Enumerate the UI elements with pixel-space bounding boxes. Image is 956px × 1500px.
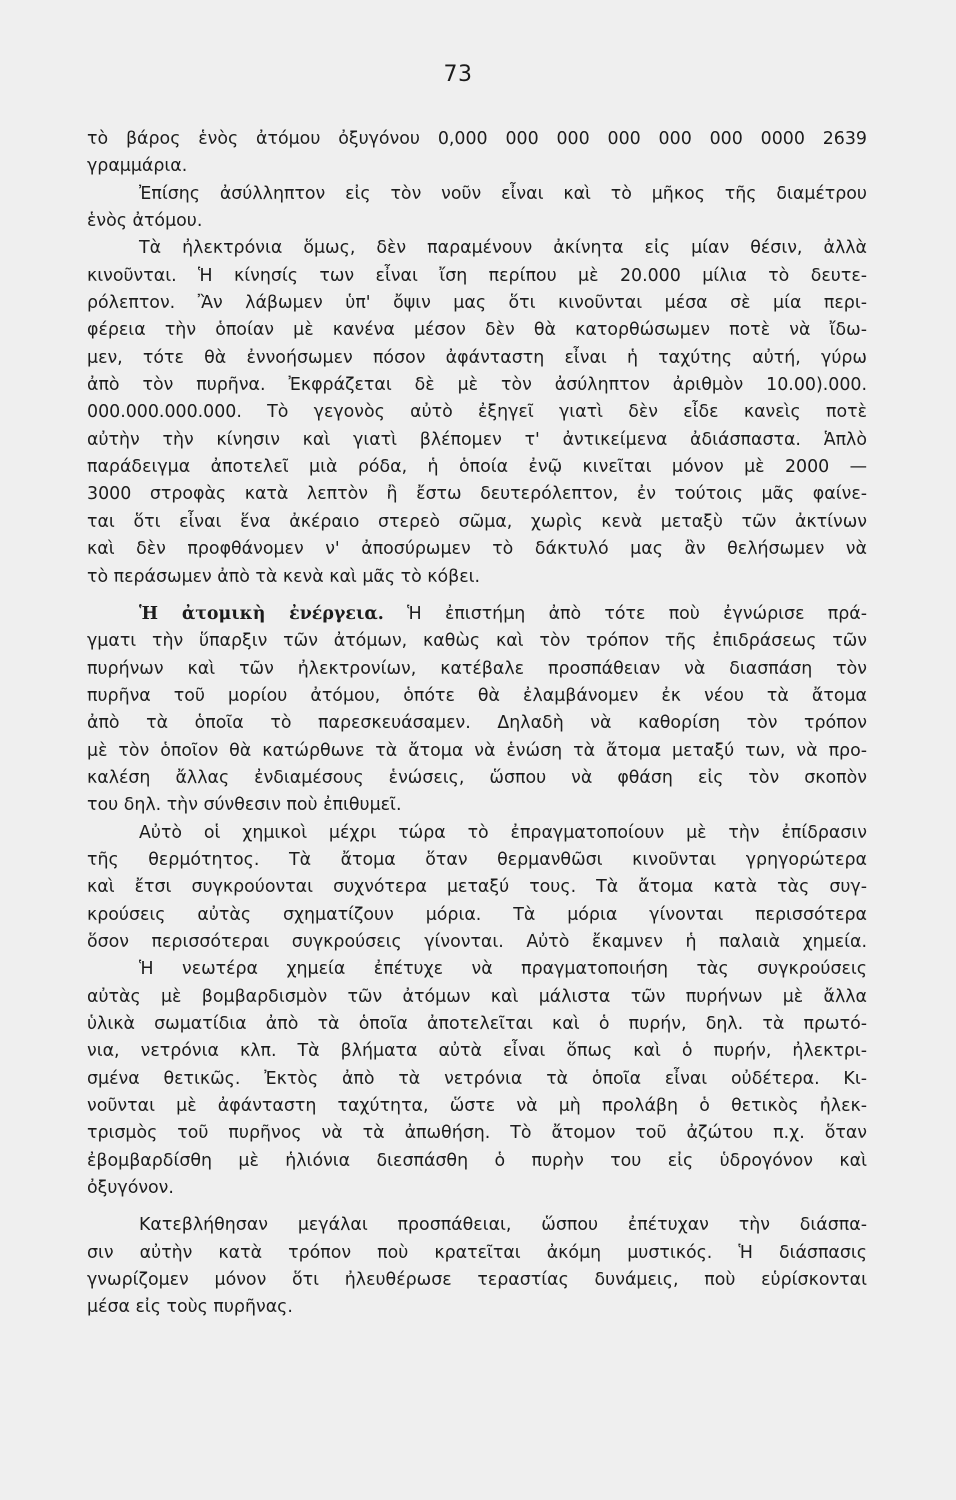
text-line-content: κρούσεις αὐτὰς σχηματίζουν μόρια. Τὰ μόρια γίνονται περισσότερα <box>87 904 867 925</box>
text-line <box>87 765 867 792</box>
text-line-content: αὐτὴν τὴν κίνησιν καὶ γιατὶ βλέπομεν τ' ἀντικείμενα ἀδιάσπαστα. Ἁπλὸ <box>87 429 867 450</box>
text-line <box>87 208 867 235</box>
text-line-content: κινοῦνται. Ἡ κίνησίς των εἶναι ἴση περίπου μὲ 20.000 μίλια τὸ δευτε- <box>87 265 867 286</box>
text-line-content: αὐτὰς μὲ βομβαρδισμὸν τῶν ἀτόμων καὶ μάλιστα τῶν πυρήνων μὲ ἄλλα <box>87 986 867 1007</box>
text-line <box>87 126 867 153</box>
text-line <box>87 738 867 765</box>
text-line-content: καὶ δὲν προφθάνομεν ν' ἀποσύρωμεν τὸ δάκτυλό μας ἂν θελήσωμεν νὰ <box>87 539 867 560</box>
text-line <box>87 1148 867 1175</box>
text-line-content: μεν, τότε θὰ ἐννοήσωμεν πόσον ἀφάνταστη εἶναι ἡ ταχύτης αὐτή, γύρω <box>87 347 867 368</box>
text-line <box>87 263 867 290</box>
text-line <box>87 1011 867 1038</box>
text-line <box>87 628 867 655</box>
text-line-content: φέρεια τὴν ὁποίαν μὲ κανένα μέσον δὲν θὰ κατορθώσωμεν ποτὲ νὰ ἴδω- <box>87 320 867 341</box>
text-line-content: ἀπὸ τὰ ὁποῖα τὸ παρεσκευάσαμεν. Δηλαδὴ νὰ καθορίση τὸν τρόπον <box>87 713 867 734</box>
text-line <box>87 929 867 956</box>
text-line <box>87 481 867 508</box>
text-line <box>87 181 867 208</box>
text-line-content: Ἡ ἐπιστήμη ἀπὸ τότε ποὺ ἐγνώρισε πρά- <box>383 603 867 624</box>
text-line-content: ὀξυγόνον. <box>87 1178 174 1199</box>
text-line-content: σμένα θετικῶς. Ἐκτὸς ἀπὸ τὰ νετρόνια τὰ ὁποῖα εἶναι οὐδέτερα. Κι- <box>87 1068 867 1089</box>
text-line-content: τρισμὸς τοῦ πυρῆνος νὰ τὰ ἀπωθήση. Τὸ ἄτομον τοῦ ἀζώτου π.χ. ὅταν <box>87 1123 867 1144</box>
text-line <box>87 345 867 372</box>
text-line <box>87 847 867 874</box>
text-line-content: τῆς θερμότητος. Τὰ ἄτομα ὅταν θερμανθῶσι κινοῦνται γρηγορώτερα <box>87 849 867 870</box>
text-line <box>87 454 867 481</box>
text-line <box>87 290 867 317</box>
text-line <box>87 153 867 180</box>
text-line <box>87 1212 867 1239</box>
text-line <box>87 1120 867 1147</box>
text-line-content: γραμμάρια. <box>87 156 188 177</box>
text-line <box>87 601 867 628</box>
text-line-content: ἐβομβαρδίσθη μὲ ἡλιόνια διεσπάσθη ὁ πυρὴν του εἰς ὑδρογόνον καὶ <box>87 1150 867 1171</box>
text-line-content: ἑνὸς ἀτόμου. <box>87 211 203 232</box>
text-line <box>87 710 867 737</box>
text-line <box>87 792 867 819</box>
text-line-content: ὑλικὰ σωματίδια ἀπὸ τὰ ὁποῖα ἀποτελεῖται καὶ ὁ πυρήν, δηλ. τὰ πρωτό- <box>87 1014 867 1034</box>
body-text <box>87 126 867 1322</box>
text-line-content: ται ὅτι εἶναι ἕνα ἀκέραιο στερεὸ σῶμα, χωρὶς κενὰ μεταξὺ τῶν ἀκτίνων <box>87 511 867 532</box>
text-line-content: 000.000.000.000. Τὸ γεγονὸς αὐτὸ ἐξηγεῖ γιατὶ δὲν εἶδε κανεὶς ποτὲ <box>87 402 867 423</box>
text-line-content: ἀπὸ τὸν πυρῆνα. Ἐκφράζεται δὲ μὲ τὸν ἀσύληπτον ἀριθμὸν 10.00).000. <box>87 375 867 396</box>
text-line <box>87 874 867 901</box>
text-line <box>87 509 867 536</box>
text-line <box>87 317 867 344</box>
text-line-content: πυρήνων καὶ τῶν ἠλεκτρονίων, κατέβαλε προσπάθειαν νὰ διασπάση τὸν <box>87 658 867 679</box>
text-line-content: Ἐπίσης ἀσύλληπτον εἰς τὸν νοῦν εἶναι καὶ τὸ μῆκος τῆς διαμέτρου <box>139 183 867 204</box>
text-line-content: σιν αὐτὴν κατὰ τρόπον ποὺ κρατεῖται ἀκόμη μυστικός. Ἡ διάσπασις <box>87 1242 867 1263</box>
text-line-content: νια, νετρόνια κλπ. Τὰ βλήματα αὐτὰ εἶναι ὅπως καὶ ὁ πυρήν, ἠλεκτρι- <box>87 1041 867 1062</box>
text-line <box>87 1066 867 1093</box>
text-line-content: Κατεβλήθησαν μεγάλαι προσπάθειαι, ὥσπου ἐπέτυχαν τὴν διάσπα- <box>139 1215 867 1236</box>
text-line <box>87 820 867 847</box>
text-line <box>87 902 867 929</box>
text-line <box>87 1175 867 1202</box>
text-line-content: ρόλεπτον. Ἂν λάβωμεν ὑπ' ὄψιν μας ὅτι κινοῦνται μέσα σὲ μία περι- <box>87 293 867 314</box>
text-line <box>87 564 867 591</box>
text-line-content: γνωρίζομεν μόνον ὅτι ἠλευθέρωσε τεραστίας δυνάμεις, ποὺ εὑρίσκονται <box>87 1270 867 1291</box>
text-line <box>87 399 867 426</box>
text-line-content: πυρῆνα τοῦ μορίου ἀτόμου, ὁπότε θὰ ἐλαμβάνομεν ἐκ νέου τὰ ἄτομα <box>87 685 867 706</box>
text-line-content: Τὰ ἠλεκτρόνια ὅμως, δὲν παραμένουν ἀκίνητα εἰς μίαν θέσιν, ἀλλὰ <box>139 238 867 259</box>
page-number: 73 <box>443 62 473 87</box>
text-line-content: παράδειγμα ἀποτελεῖ μιὰ ρόδα, ἡ ὁποία ἐνῷ κινεῖται μόνον μὲ 2000 — <box>87 457 867 478</box>
text-line-content: ὅσον περισσότεραι συγκρούσεις γίνονται. Αὐτὸ ἔκαμνεν ἡ παλαιὰ χημεία. <box>87 931 867 952</box>
section-heading: Ἡ ἀτομικὴ ἐνέργεια. <box>139 603 384 624</box>
text-line <box>87 956 867 983</box>
text-line <box>87 372 867 399</box>
text-line-content: καλέση ἄλλας ἐνδιαμέσους ἑνώσεις, ὥσπου νὰ φθάση εἰς τὸν σκοπὸν <box>87 767 867 788</box>
text-line <box>87 536 867 563</box>
text-line-content: γματι τὴν ὕπαρξιν τῶν ἀτόμων, καθὼς καὶ τὸν τρόπον τῆς ἐπιδράσεως τῶν <box>87 631 867 652</box>
text-line-content: 3000 στροφὰς κατὰ λεπτὸν ἢ ἔστω δευτερόλεπτον, ἐν τούτοις μᾶς φαίνε- <box>87 484 867 505</box>
text-line <box>87 656 867 683</box>
text-line-content: τὸ περάσωμεν ἀπὸ τὰ κενὰ καὶ μᾶς τὸ κόβει. <box>87 566 481 587</box>
text-line <box>87 984 867 1011</box>
text-line-content: νοῦνται μὲ ἀφάνταστη ταχύτητα, ὥστε νὰ μὴ προλάβη ὁ θετικὸς ἠλεκ- <box>87 1096 867 1117</box>
text-line-content: Ἡ νεωτέρα χημεία ἐπέτυχε νὰ πραγματοποιήση τὰς συγκρούσεις <box>139 959 867 980</box>
text-line <box>87 1240 867 1267</box>
text-line <box>87 1267 867 1294</box>
text-line-content: τὸ βάρος ἑνὸς ἀτόμου ὀξυγόνου 0,000 000 000 000 000 000 0000 2639 <box>87 129 867 149</box>
text-line <box>87 1038 867 1065</box>
text-line <box>87 427 867 454</box>
text-line <box>87 1294 867 1321</box>
text-line-content: Αὐτὸ οἱ χημικοὶ μέχρι τώρα τὸ ἐπραγματοποίουν μὲ τὴν ἐπίδρασιν <box>139 822 867 843</box>
text-line-content: καὶ ἔτσι συγκρούονται συχνότερα μεταξύ τους. Τὰ ἄτομα κατὰ τὰς συγ- <box>87 877 867 898</box>
text-line <box>87 683 867 710</box>
text-line-content: μέσα εἰς τοὺς πυρῆνας. <box>87 1297 293 1318</box>
text-line <box>87 1093 867 1120</box>
text-line <box>87 235 867 262</box>
text-line-content: του δηλ. τὴν σύνθεσιν ποὺ ἐπιθυμεῖ. <box>87 795 402 816</box>
text-line-content: μὲ τὸν ὁποῖον θὰ κατώρθωνε τὰ ἄτομα νὰ ἑνώση τὰ ἄτομα μεταξύ των, νὰ προ- <box>87 740 867 761</box>
